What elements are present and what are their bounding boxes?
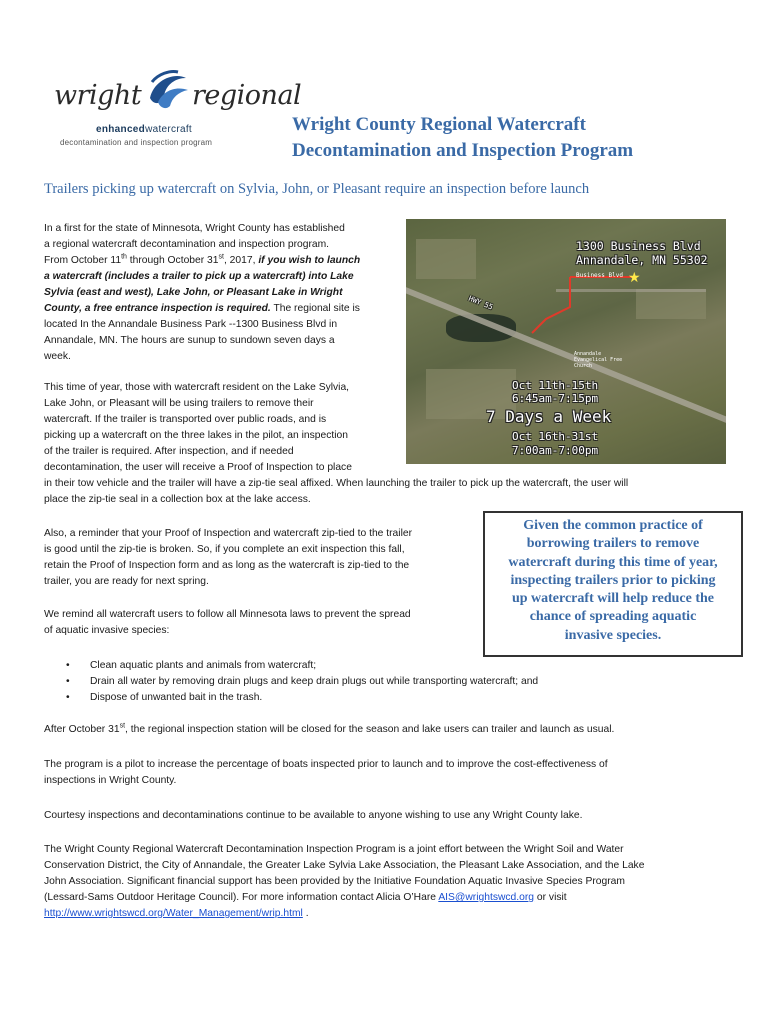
list-item: • Dispose of unwanted bait in the trash.	[66, 690, 538, 706]
laws-paragraph: We remind all watercraft users to follow all Minnesota laws to prevent the spread of aquatic invasive species:	[44, 609, 411, 636]
map-street-label: Business Blvd	[576, 272, 623, 279]
map-hours2: 7:00am-7:00pm	[512, 444, 599, 457]
map-hours1-title: Oct 11th-15th	[512, 379, 599, 392]
contact-email-link[interactable]: AIS@wrightswcd.org	[438, 892, 535, 903]
map-address-line2: Annandale, MN 55302	[576, 253, 708, 267]
map-highway-label: HWY 55	[467, 294, 494, 312]
map-hours2-title: Oct 16th-31st	[512, 430, 599, 443]
program-website-link[interactable]: http://www.wrightswcd.org/Water_Management/wrip.html	[44, 908, 303, 919]
wave-logo-icon	[144, 68, 190, 112]
bullet-icon: •	[66, 660, 70, 671]
courtesy-paragraph: Courtesy inspections and decontaminations continue to be available to anyone wishing to use any Wright County lake.	[44, 810, 583, 821]
site-star-icon: ★	[628, 269, 641, 285]
logo-subline: decontamination and inspection program	[60, 138, 213, 147]
document-subtitle: Trailers picking up watercraft on Sylvia, John, or Pleasant require an inspection before launch	[44, 181, 590, 197]
closing-date-paragraph: After October 31st, the regional inspection station will be closed for the season and lake users can trailer and launch as usual.	[44, 722, 615, 735]
logo-script-regional: regional	[192, 80, 302, 111]
list-item: • Clean aquatic plants and animals from watercraft;	[66, 658, 538, 674]
bullet-icon: •	[66, 692, 70, 703]
list-item: • Drain all water by removing drain plugs and keep drain plugs out while transporting watercraft; and	[66, 674, 538, 690]
intro-paragraph: In a first for the state of Minnesota, Wright County has established a regional watercraft decontamination and inspection program. From October 11th through October 31st, 2017, if you wish to launch a watercraft (includes a trailer to pick up a watercraft) into Lake Sylvia (east and west), Lake John, or Pleasant Lake in Wright County, a free entrance inspection is required. The regional site is located In the Annandale Business Park --1300 Business Blvd in Annandale, MN. The hours are sunup to sundown seven days a week.	[44, 223, 361, 362]
proof-reminder-paragraph: Also, a reminder that your Proof of Inspection and watercraft zip-tied to the trailer is good until the zip-tie is broken. So, if you complete an exit inspection this fall, retain the Proof of Inspection form and as long as the watercraft is zip-tied to the trailer, you are ready for next spring.	[44, 528, 413, 587]
logo-tagline: enhancedwatercraft	[96, 124, 192, 135]
pilot-paragraph: The program is a pilot to increase the percentage of boats inspected prior to launch and to improve the cost-effectiveness of inspections in Wright County.	[44, 759, 608, 786]
callout-box: Given the common practice of borrowing trailers to remove watercraft during this time of year, inspecting trailers prior to picking up watercraft will help reduce the chance of spreading aquatic invasive species.	[483, 511, 743, 657]
bullet-icon: •	[66, 676, 70, 687]
document-title: Wright County Regional Watercraft Decontamination and Inspection Program	[292, 114, 634, 161]
wright-regional-logo	[52, 66, 302, 156]
map-address-line1: 1300 Business Blvd	[576, 239, 701, 253]
logo-script-wright: wright	[54, 80, 142, 111]
map-hours1: 6:45am-7:15pm	[512, 392, 599, 405]
prevention-list	[66, 658, 538, 706]
map-days: 7 Days a Week	[486, 407, 612, 426]
trailer-paragraph: This time of year, those with watercraft resident on the Lake Sylvia, Lake John, or Pleasant will be using trailers to remove their watercraft. If the trailer is transported over public roads, and is picking up a watercraft on the three lakes in the pilot, an inspection of the trailer is required. After inspection, and if needed decontamination, the user will receive a Proof of Inspection to place in their tow vehicle and the trailer will have a zip-tie seal affixed. When launching the trailer to pick up the watercraft, the user will place the zip-tie seal in a collection box at the lake access.	[44, 382, 629, 505]
map-church-label: Annandale Evangelical Free Church	[574, 351, 623, 369]
partners-paragraph: The Wright County Regional Watercraft Decontamination Inspection Program is a joint effort between the Wright Soil and Water Conservation District, the City of Annandale, the Greater Lake Sylvia Lake Association, the Pleasant Lake Association, and the Lake John Association. Significant financial support has been provided by the Initiative Foundation Aquatic Invasive Species Program (Lessard-Sams Outdoor Heritage Council). For more information contact Alicia O’Hare AIS@wrightswcd.org or visit http://www.wrightswcd.org/Water_Management/wrip.html .	[44, 844, 645, 919]
